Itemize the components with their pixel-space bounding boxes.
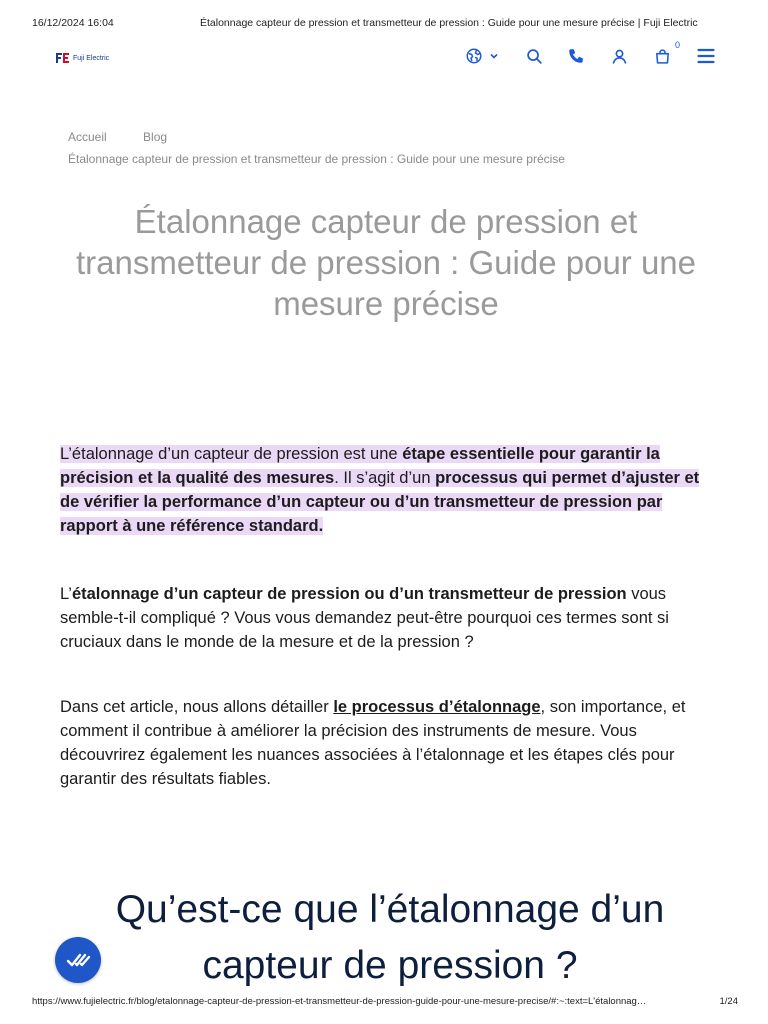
breadcrumb-current: Étalonnage capteur de pression et transmetteur de pression : Guide pour une mesure précise (68, 152, 565, 166)
breadcrumb (68, 130, 708, 166)
p2-bold-1: étalonnage d’un capteur de pression ou d’un transmetteur de pression (71, 585, 627, 603)
print-header (0, 17, 768, 31)
hamburger-menu-icon (697, 48, 715, 64)
cart-count: 0 (674, 40, 680, 50)
paragraph-3 (60, 695, 720, 791)
intro-text-2: . Il s’agit d’un (334, 469, 436, 487)
paragraph-2 (60, 582, 720, 654)
print-url: https://www.fujielectric.fr/blog/etalonnage-capteur-de-pression-et-transmetteur-de-pression-guide-pour-une-mesure-precise/#:~:text=L'étalonnag… (32, 996, 647, 1007)
phone-icon (567, 47, 585, 65)
p3-text-2: , son importance, et comment il contribue à améliorer la précision des instruments de mesure. Vous découvrirez également les nuances associées à l’étalonnage et les étapes clés pour garantir des résultats fiables. (60, 698, 686, 788)
menu-button[interactable] (694, 44, 718, 68)
site-logo[interactable] (56, 52, 109, 64)
print-page-number: 1/24 (719, 996, 738, 1007)
section-heading: Qu’est-ce que l’étalonnage d’un capteur de pression ? (115, 888, 665, 987)
intro-bold-1: étape essentielle pour garantir la précision et la qualité des mesures (60, 445, 660, 487)
user-icon (611, 48, 628, 65)
cart-button[interactable] (650, 40, 680, 68)
intro-bold-2: processus qui permet d’ajuster et de vérifier la performance d’un capteur ou d’un transmetteur de pression par rapport à une référence standard. (60, 469, 700, 535)
article-body (60, 442, 720, 791)
intro-paragraph (60, 442, 720, 538)
language-selector[interactable] (462, 44, 502, 68)
print-page-title: Étalonnage capteur de pression et transmetteur de pression : Guide pour une mesure précise | Fuji Electric (200, 17, 698, 29)
intro-highlight (60, 445, 699, 535)
intro-text-1: L’étalonnage d’un capteur de pression est une (60, 445, 403, 463)
p2-text-1: L’ (60, 585, 72, 603)
print-footer (0, 996, 768, 1010)
search-button[interactable] (522, 44, 546, 68)
p3-text-1: Dans cet article, nous allons détailler (60, 698, 334, 716)
breadcrumb-home-link[interactable]: Accueil (68, 130, 107, 144)
logo-text: Fuji Electric (73, 54, 110, 62)
double-check-icon (65, 950, 91, 970)
breadcrumb-blog-link[interactable]: Blog (143, 130, 168, 144)
print-datetime: 16/12/2024 16:04 (32, 17, 114, 29)
chevron-down-icon (489, 51, 499, 61)
search-icon (526, 48, 543, 65)
fuji-electric-logo-mark (56, 53, 70, 63)
account-button[interactable] (607, 44, 631, 68)
phone-button[interactable] (564, 44, 588, 68)
calibration-process-link[interactable]: le processus d’étalonnage (333, 698, 541, 716)
p2-text-2: vous semble-t-il compliqué ? Vous vous demandez peut-être pourquoi ces termes sont si cruciaux dans le monde de la mesure et de la pression ? (60, 585, 669, 651)
floating-accessibility-button[interactable] (55, 937, 101, 983)
globe-icon (465, 47, 483, 65)
page-title: Étalonnage capteur de pression et transmetteur de pression : Guide pour une mesure précise (75, 203, 697, 322)
shopping-bag-icon (654, 48, 671, 65)
